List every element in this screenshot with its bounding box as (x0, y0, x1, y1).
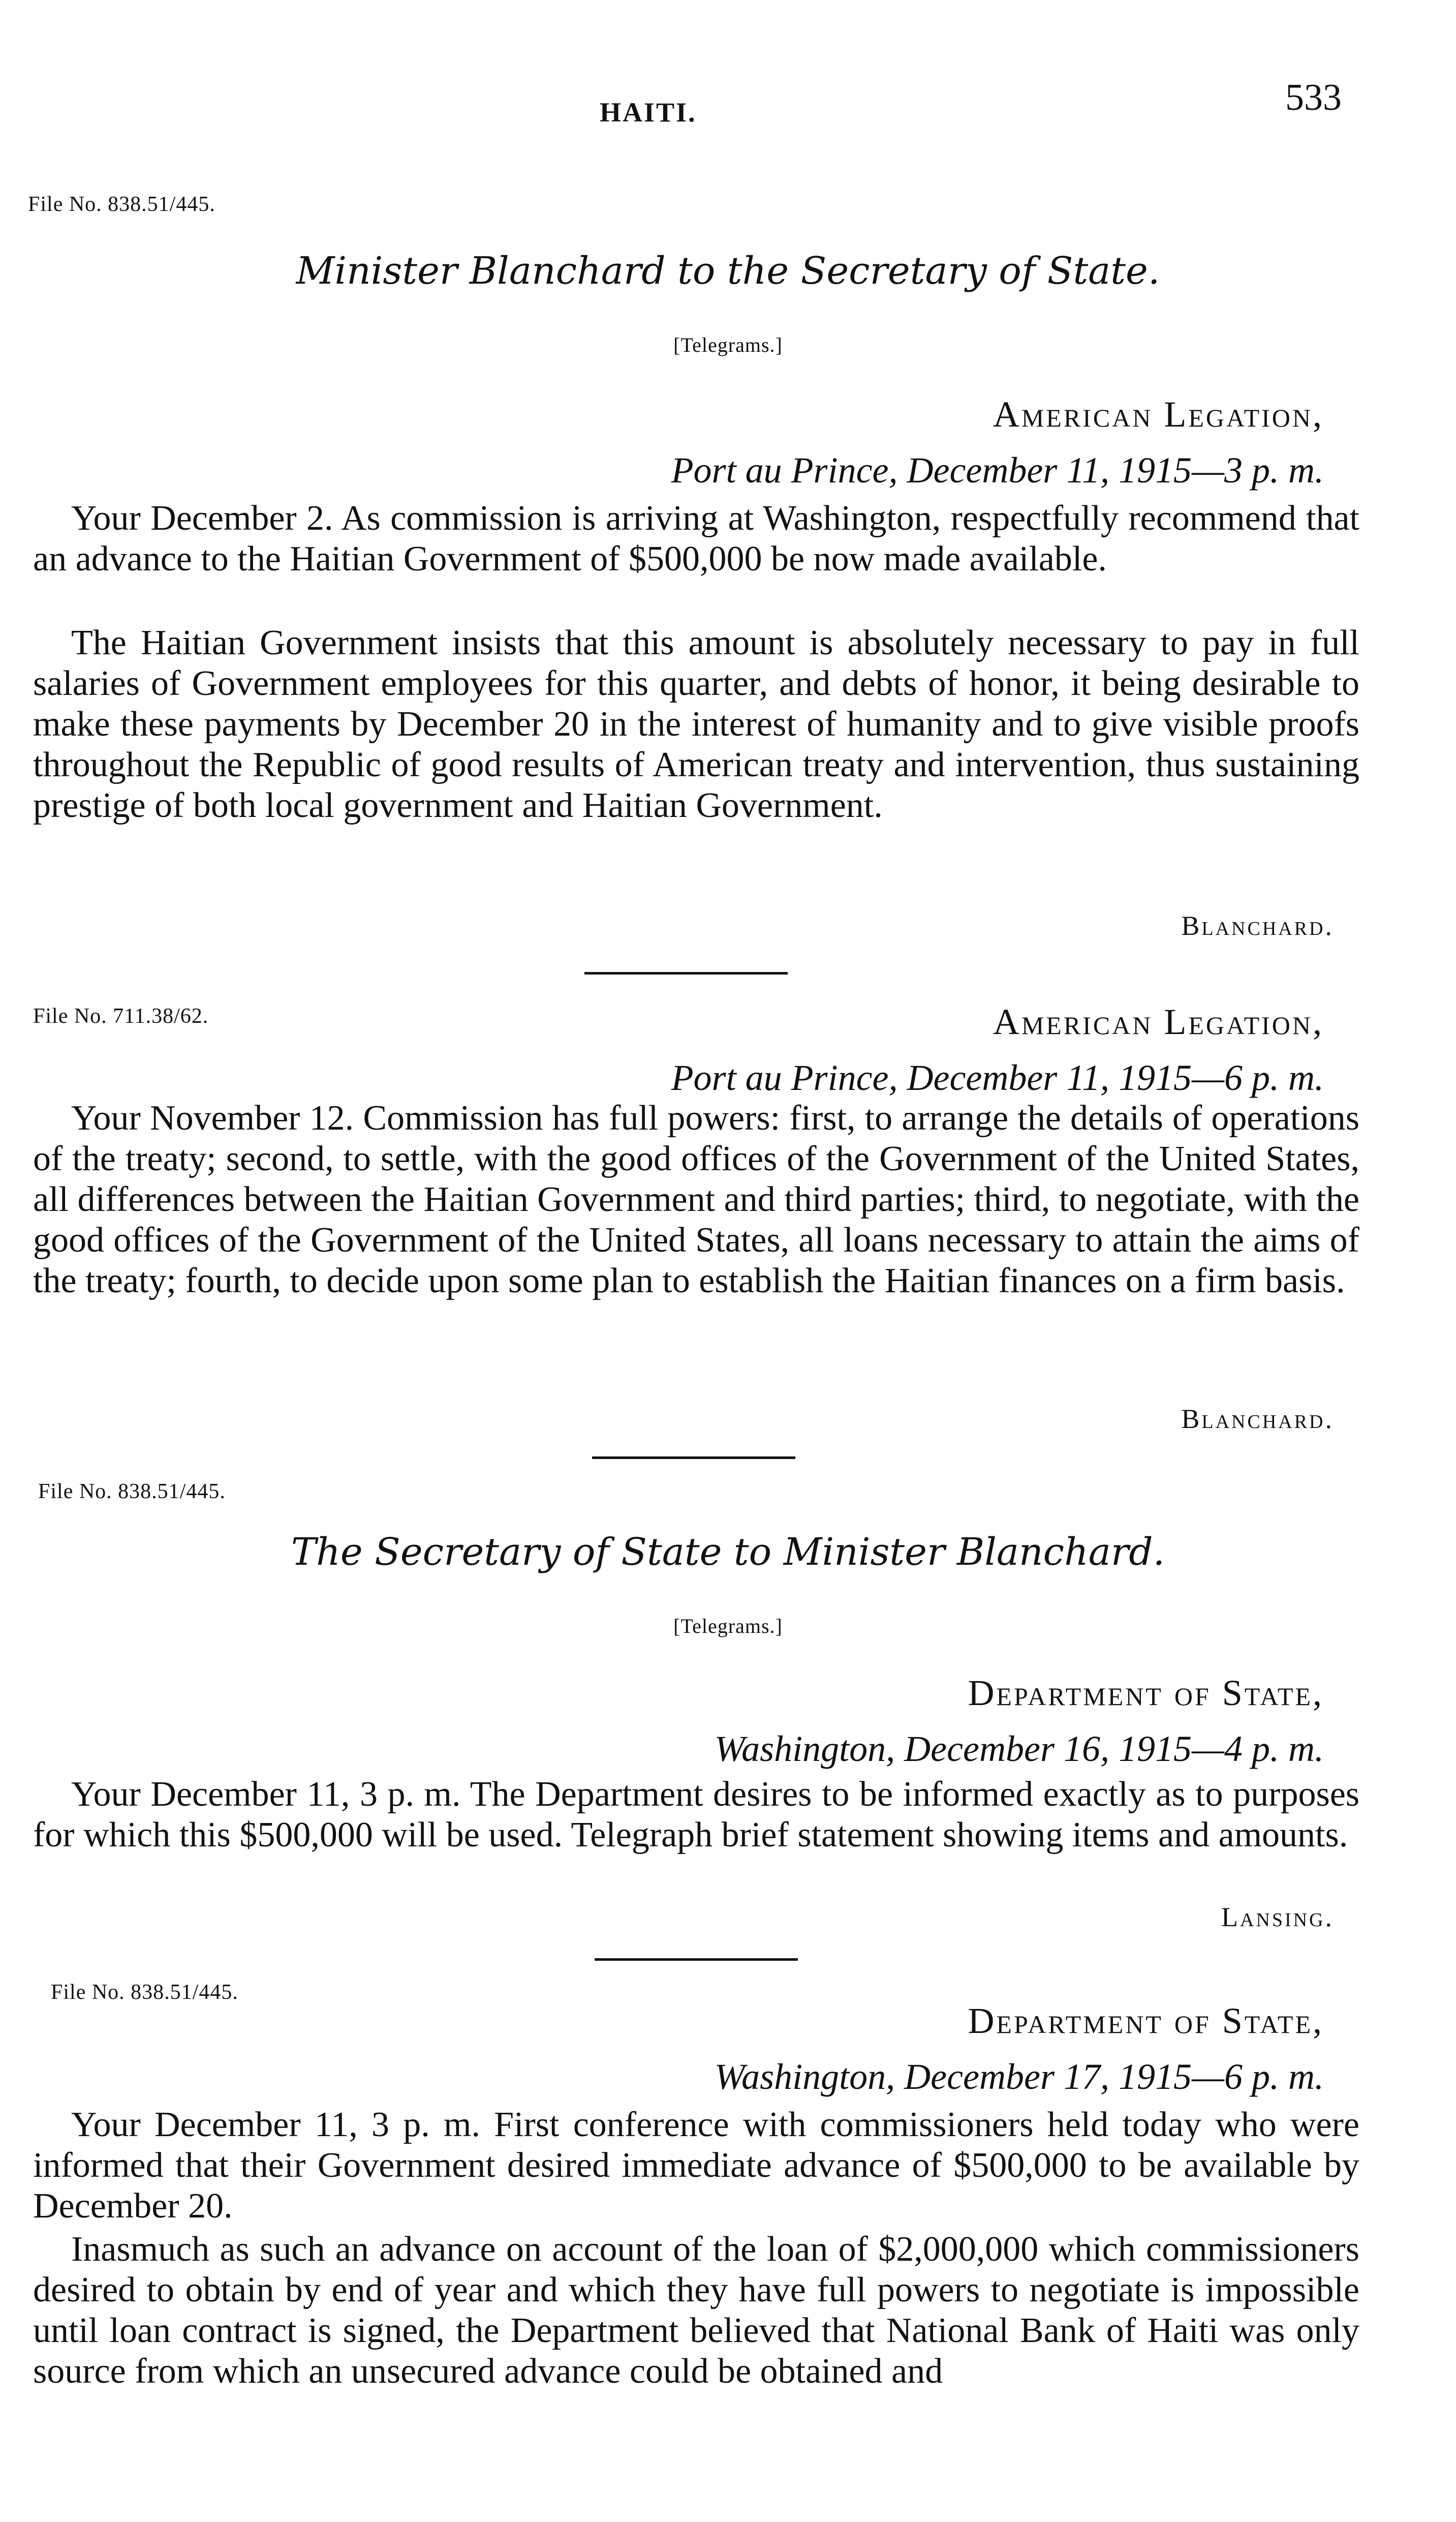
paragraph: The Haitian Government insists that this amount is absolutely necessary to pay in full salaries of Government employees for this quarter, and debts of honor, it being desirable to make these payments by December 20 in the interest of humanity and to give visible proofs throughout the Republic of good results of American treaty and intervention, thus sustaining prestige of both local government and Haitian Government. (33, 623, 1359, 825)
document-title: Minister Blanchard to the Secretary of State. (296, 249, 1160, 293)
place-date: Washington, December 17, 1915—6 p. m. (714, 2056, 1324, 2097)
signature: Blanchard. (1181, 910, 1334, 941)
sender: Department of State, (968, 2000, 1324, 2041)
paragraph: Inasmuch as such an advance on account of the loan of $2,000,000 which commissioners desired to obtain by end of year and which they have full powers to negotiate is impossible until loan contract is signed, the Department believed that National Bank of Haiti was only source from which an unsecured advance could be obtained and (33, 2230, 1359, 2391)
telegrams-note: [Telegrams.] (673, 1615, 783, 1637)
sender: American Legation, (993, 1001, 1324, 1042)
place-date: Port au Prince, December 11, 1915—6 p. m. (671, 1057, 1324, 1098)
dateline (715, 1665, 1324, 1777)
paragraph: Your December 11, 3 p. m. First conference with commissioners held today who were informed that their Government desired immediate advance of $500,000 to be available by December 20. (33, 2105, 1359, 2226)
dateline (671, 994, 1324, 1106)
signature: Lansing. (1221, 1902, 1334, 1932)
dateline (715, 1993, 1324, 2105)
file-number: File No. 711.38/62. (33, 1005, 209, 1028)
paragraph: Your December 2. As commission is arriving at Washington, respectfully recommend that an advance to the Haitian Government of $500,000 be now made available. (33, 499, 1359, 579)
sender: American Legation, (993, 394, 1324, 435)
file-number: File No. 838.51/445. (38, 1480, 226, 1503)
file-number: File No. 838.51/445. (51, 1981, 238, 2004)
document-title: The Secretary of State to Minister Blanchard. (291, 1530, 1165, 1574)
page-number: 533 (1285, 77, 1342, 118)
telegrams-note: [Telegrams.] (673, 333, 783, 356)
running-head: HAITI. (600, 97, 697, 128)
signature: Blanchard. (1181, 1404, 1334, 1434)
sender: Department of State, (968, 1673, 1324, 1713)
separator-rule (584, 972, 788, 975)
file-number: File No. 838.51/445. (28, 193, 215, 216)
paragraph: Your December 11, 3 p. m. The Department desires to be informed exactly as to purposes for which this $500,000 will be used. Telegraph brief statement showing items and amounts. (33, 1775, 1359, 1855)
dateline (671, 386, 1324, 498)
separator-rule (595, 1958, 798, 1961)
place-date: Washington, December 16, 1915—4 p. m. (714, 1728, 1324, 1769)
place-date: Port au Prince, December 11, 1915—3 p. m. (671, 450, 1324, 491)
paragraph: Your November 12. Commission has full powers: first, to arrange the details of operations of the treaty; second, to settle, with the good offices of the Government of the United States, all differences between the Haitian Government and third parties; third, to negotiate, with the good offices of the Government of the United States, all loans necessary to attain the aims of the treaty; fourth, to decide upon some plan to establish the Haitian finances on a firm basis. (33, 1099, 1359, 1300)
separator-rule (592, 1456, 795, 1459)
